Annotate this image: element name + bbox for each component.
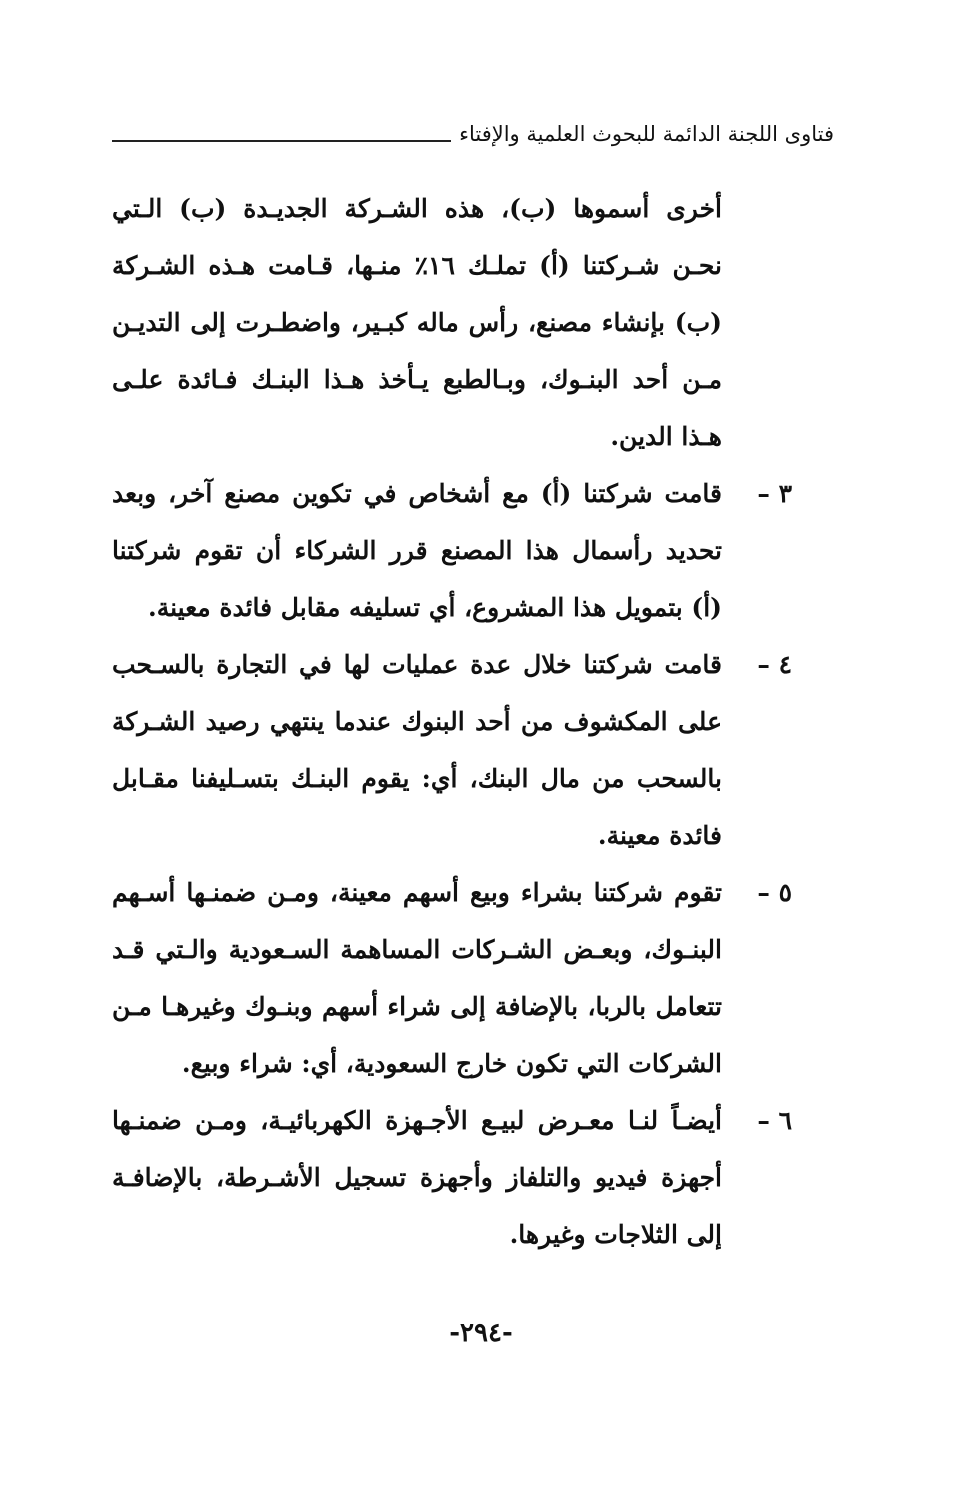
list-item-5 bbox=[112, 864, 792, 1092]
item-text: أيضـاً لنـا معـرض لبيـع الأجـهزة الكهربائيـة، ومـن ضمنـها أجهزة فيديو والتلفاز وأجهزة تسجيل الأشـرطة، بالإضافـة إلى الثلاجات وغيرها. bbox=[112, 1106, 722, 1249]
item-number: ٦ – bbox=[757, 1106, 792, 1135]
item-number: ٤ – bbox=[757, 650, 792, 679]
item-text: قامت شركتنا (أ) مع أشخاص في تكوين مصنع آخر، وبعد تحديد رأسمال هذا المصنع قرر الشركاء أن تقوم شركتنا (أ) بتمويل هذا المشروع، أي تسليفه مقابل فائدة معينة. bbox=[112, 479, 722, 622]
header-rule bbox=[112, 140, 451, 142]
item-number: ٥ – bbox=[757, 878, 792, 907]
item-text: قامت شركتنا خلال عدة عمليات لها في التجارة بالسـحب على المكشوف من أحد البنوك عندما ينتهي رصيد الشـركة بالسحب من مال البنك، أي: يقوم البنـك بتسـليفنا مقـابل فائدة معينة. bbox=[112, 650, 722, 850]
page-body bbox=[112, 180, 792, 1263]
list-item-3 bbox=[112, 465, 792, 636]
item-text: تقوم شركتنا بشراء وبيع أسهم معينة، ومـن ضمنـها أسـهم البنـوك، وبعـض الشـركات المساهمة السـعودية والـتي قـد تتعامل بالربا، بالإضافة إلى شراء أسهم وبنـوك وغيرهـا مـن الشركات التي تكون خارج السعودية، أي: شراء وبيع. bbox=[112, 878, 722, 1078]
intro-paragraph: أخرى أسموها (ب)، هذه الشـركة الجديـدة (ب) الـتي نحـن شـركتنا (أ) تملـك ١٦٪ منـها، قـامت هـذه الشـركة (ب) بإنشاء مصنع، رأس ماله كبـير، واضطـرت إلى التديـن مـن أحد البنـوك، وبـالطبع يـأخذ هـذا البنـك فـائدة علـى هـذا الدين. bbox=[112, 194, 723, 451]
list-item-6 bbox=[112, 1092, 792, 1263]
item-number: ٣ – bbox=[757, 479, 792, 508]
header-title: فتاوى اللجنة الدائمة للبحوث العلمية والإفتاء bbox=[459, 122, 834, 146]
running-header bbox=[112, 114, 834, 148]
page-number: -٢٩٤- bbox=[449, 1318, 513, 1348]
list-item-4 bbox=[112, 636, 792, 864]
